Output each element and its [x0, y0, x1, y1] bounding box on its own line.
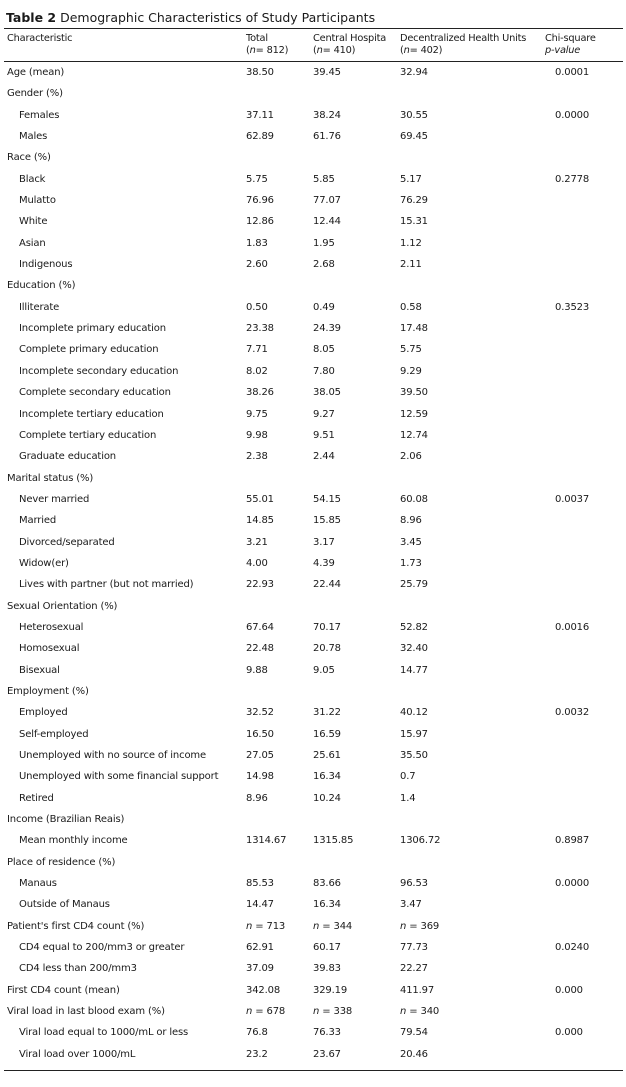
table-row: [0, 297, 626, 318]
cell-total: 1314.67: [246, 835, 287, 847]
table-title: Demographic Characteristics of Study Participants: [60, 10, 376, 25]
table-row: [0, 147, 626, 168]
cell-total: 23.2: [246, 1048, 268, 1060]
row-label: Viral load equal to 1000/mL or less: [19, 1027, 189, 1039]
cell-pvalue: 0.0037: [555, 493, 590, 505]
cell-decentralized: 20.46: [400, 1048, 428, 1060]
table-row: [0, 724, 626, 745]
cell-central: 329.19: [313, 984, 348, 996]
cell-total: 67.64: [246, 621, 274, 633]
cell-total: 76.96: [246, 195, 274, 207]
row-label: CD4 equal to 200/mm3 or greater: [19, 942, 185, 954]
header-central-n-label: n: [316, 45, 323, 56]
header-total-n: = 812: [255, 45, 285, 56]
row-label: Viral load over 1000/mL: [19, 1048, 136, 1060]
cell-central: 70.17: [313, 621, 341, 633]
cell-total: 38.50: [246, 67, 274, 78]
cell-central: 25.61: [313, 750, 341, 761]
cell-central: 3.17: [313, 536, 335, 548]
cell-pvalue: 0.2778: [555, 173, 590, 185]
row-label: CD4 less than 200/mm3: [19, 963, 137, 975]
cell-central: 60.17: [313, 942, 341, 954]
row-label: Heterosexual: [19, 621, 84, 633]
cell-central: 9.05: [313, 664, 335, 676]
cell-total: 55.01: [246, 493, 274, 505]
cell-central: 76.33: [313, 1027, 341, 1039]
cell-decentralized: 39.50: [400, 387, 428, 399]
table-row: [0, 83, 626, 104]
cell-decentralized: 2.06: [400, 451, 422, 463]
cell-total: 2.60: [246, 259, 268, 271]
table-row: [0, 1044, 626, 1065]
row-label: Employed: [19, 707, 68, 719]
cell-central: 77.07: [313, 195, 341, 207]
row-label: First CD4 count (mean): [7, 984, 120, 996]
row-label: Complete secondary education: [19, 387, 171, 399]
table-row: [0, 1022, 626, 1043]
table-caption: [6, 10, 375, 25]
table-row: [0, 275, 626, 296]
table-row: [0, 361, 626, 382]
table-row: [0, 638, 626, 659]
cell-central: 24.39: [313, 323, 341, 335]
header-pvalue: [545, 33, 596, 57]
cell-central: 16.59: [313, 728, 341, 740]
row-label: Age (mean): [7, 67, 65, 78]
header-decentralized-name: Decentralized Health Units: [400, 33, 527, 44]
row-label: Marital status (%): [7, 472, 94, 484]
cell-decentralized: 32.94: [400, 67, 428, 78]
row-label: Gender (%): [7, 88, 63, 100]
cell-total: 22.48: [246, 643, 274, 655]
cell-decentralized: 40.12: [400, 707, 428, 719]
cell-total: 3.21: [246, 536, 268, 548]
table-row: [0, 937, 626, 958]
table-row: [0, 617, 626, 638]
cell-total: 2.38: [246, 451, 268, 463]
row-label: Complete primary education: [19, 344, 159, 356]
row-label: Married: [19, 515, 57, 527]
bottom-rule: [4, 1070, 623, 1071]
cell-central: 1.95: [313, 237, 335, 249]
row-label: Incomplete secondary education: [19, 365, 179, 377]
cell-central: 54.15: [313, 493, 341, 505]
row-label: Black: [19, 173, 46, 185]
cell-central: 7.80: [313, 365, 335, 377]
table-row: [0, 1001, 626, 1022]
table-row: [0, 318, 626, 339]
cell-decentralized: 15.31: [400, 216, 428, 228]
cell-decentralized: 69.45: [400, 131, 428, 143]
cell-total: 7.71: [246, 344, 268, 356]
cell-central: 5.85: [313, 173, 335, 185]
cell-decentralized: 5.17: [400, 173, 422, 185]
table-row: [0, 916, 626, 937]
cell-total: 14.98: [246, 771, 274, 783]
row-label: Unemployed with no source of income: [19, 750, 207, 761]
table-row: [0, 446, 626, 467]
table-row: [0, 660, 626, 681]
row-label: Self-employed: [19, 728, 89, 740]
cell-decentralized: 5.75: [400, 344, 422, 356]
cell-decentralized: 3.45: [400, 536, 422, 548]
header-decentralized-n: = 402: [409, 45, 439, 56]
header-pvalue-name: Chi-square: [545, 33, 596, 44]
row-label: Viral load in last blood exam (%): [7, 1006, 165, 1018]
row-label: Asian: [19, 237, 46, 249]
cell-total: 4.00: [246, 557, 268, 569]
table-row: [0, 873, 626, 894]
row-label: White: [19, 216, 48, 228]
row-label: Bisexual: [19, 664, 60, 676]
cell-total: 85.53: [246, 878, 274, 890]
cell-total: 8.96: [246, 792, 268, 804]
cell-total: 16.50: [246, 728, 274, 740]
header-total: Total (n= 812): [246, 33, 289, 56]
cell-total: 9.88: [246, 664, 268, 676]
cell-central: 1315.85: [313, 835, 354, 847]
table-row: [0, 468, 626, 489]
cell-total: 38.26: [246, 387, 274, 399]
cell-decentralized: 77.73: [400, 942, 428, 954]
cell-decentralized: 0.7: [400, 771, 416, 783]
cell-pvalue: 0.0001: [555, 67, 590, 78]
row-label: Place of residence (%): [7, 856, 116, 868]
table-row: [0, 766, 626, 787]
header-central-n: = 410: [322, 45, 352, 56]
header-characteristic: Characteristic: [7, 33, 73, 44]
cell-pvalue: 0.0032: [555, 707, 590, 719]
table-row: [0, 788, 626, 809]
row-label: Females: [19, 109, 60, 121]
row-label: Income (Brazilian Reais): [7, 814, 125, 826]
cell-decentralized: 22.27: [400, 963, 428, 975]
cell-central: 23.67: [313, 1048, 341, 1060]
cell-total: 1.83: [246, 237, 268, 249]
cell-central: 38.24: [313, 109, 341, 121]
row-label: Incomplete primary education: [19, 323, 166, 335]
row-label: Sexual Orientation (%): [7, 600, 118, 612]
cell-central: 16.34: [313, 899, 341, 911]
cell-pvalue: 0.0016: [555, 621, 590, 633]
cell-pvalue: 0.0000: [555, 109, 590, 121]
cell-decentralized: 14.77: [400, 664, 428, 676]
cell-pvalue: 0.000: [555, 984, 583, 996]
header-central-name: Central Hospita: [313, 33, 387, 44]
cell-decentralized: 3.47: [400, 899, 422, 911]
cell-decentralized: 1.12: [400, 237, 422, 249]
row-label: Graduate education: [19, 451, 116, 463]
cell-central: 38.05: [313, 387, 341, 399]
table-row: [0, 574, 626, 595]
row-label: Mulatto: [19, 195, 56, 207]
row-label: Education (%): [7, 280, 76, 292]
table-row: [0, 681, 626, 702]
cell-total: 12.86: [246, 216, 274, 228]
table-row: [0, 254, 626, 275]
table-row: [0, 169, 626, 190]
cell-central: 4.39: [313, 557, 335, 569]
row-label: Homosexual: [19, 643, 80, 655]
row-label: Mean monthly income: [19, 835, 128, 847]
cell-total: 23.38: [246, 323, 274, 335]
table-row: [0, 404, 626, 425]
table-row: [0, 425, 626, 446]
header-central: Central Hospita (n= 410): [313, 33, 387, 56]
cell-decentralized: 2.11: [400, 259, 422, 271]
table-row: [0, 830, 626, 851]
row-label: Incomplete tertiary education: [19, 408, 164, 420]
cell-central: 31.22: [313, 707, 341, 719]
row-label: Males: [19, 131, 48, 143]
cell-total: 342.08: [246, 984, 281, 996]
row-label: Outside of Manaus: [19, 899, 110, 911]
cell-central: 12.44: [313, 216, 341, 228]
table-body: [0, 62, 626, 1065]
cell-pvalue: 0.3523: [555, 301, 590, 313]
cell-central: n = 344: [313, 920, 353, 932]
cell-central: 22.44: [313, 579, 341, 591]
header-pvalue-sub: p-value: [545, 45, 581, 56]
cell-decentralized: 1306.72: [400, 835, 441, 847]
cell-total: 62.89: [246, 131, 274, 143]
cell-total: 76.8: [246, 1027, 268, 1039]
cell-total: 62.91: [246, 942, 274, 954]
cell-pvalue: 0.000: [555, 1027, 583, 1039]
cell-decentralized: 8.96: [400, 515, 422, 527]
cell-pvalue: 0.8987: [555, 835, 590, 847]
cell-central: 9.51: [313, 429, 335, 441]
cell-total: 14.47: [246, 899, 274, 911]
cell-central: 9.27: [313, 408, 335, 420]
cell-central: 16.34: [313, 771, 341, 783]
table-row: [0, 852, 626, 873]
header-total-n-label: n: [249, 45, 256, 56]
table-row: [0, 894, 626, 915]
cell-total: n = 678: [246, 1006, 286, 1018]
cell-total: 5.75: [246, 173, 268, 185]
row-label: Unemployed with some financial support: [19, 771, 219, 783]
row-label: Widow(er): [19, 557, 69, 569]
cell-central: 20.78: [313, 643, 341, 655]
cell-decentralized: 411.97: [400, 984, 435, 996]
cell-decentralized: 52.82: [400, 621, 428, 633]
cell-central: 8.05: [313, 344, 335, 356]
table-row: [0, 553, 626, 574]
cell-total: 9.98: [246, 429, 268, 441]
table-row: [0, 190, 626, 211]
cell-total: 0.50: [246, 301, 268, 313]
table-row: [0, 339, 626, 360]
cell-central: 39.83: [313, 963, 341, 975]
cell-decentralized: 79.54: [400, 1027, 428, 1039]
cell-decentralized: 96.53: [400, 878, 428, 890]
table-row: [0, 233, 626, 254]
cell-decentralized: 76.29: [400, 195, 428, 207]
cell-decentralized: 9.29: [400, 365, 422, 377]
table-row: [0, 532, 626, 553]
table-row: [0, 809, 626, 830]
table-row: [0, 702, 626, 723]
cell-central: n = 338: [313, 1006, 353, 1018]
cell-total: 37.11: [246, 109, 274, 121]
row-label: Patient's first CD4 count (%): [7, 920, 145, 932]
table-number: Table 2: [6, 10, 57, 25]
cell-pvalue: 0.0000: [555, 878, 590, 890]
header-total-name: Total: [246, 33, 268, 44]
cell-decentralized: 0.58: [400, 301, 422, 313]
cell-decentralized: 30.55: [400, 109, 428, 121]
cell-central: 83.66: [313, 878, 341, 890]
row-label: Illiterate: [19, 301, 60, 313]
table-row: [0, 211, 626, 232]
cell-total: 37.09: [246, 963, 274, 975]
row-label: Complete tertiary education: [19, 429, 157, 441]
row-label: Manaus: [19, 878, 57, 890]
table-row: [0, 745, 626, 766]
row-label: Divorced/separated: [19, 536, 115, 548]
cell-total: 27.05: [246, 750, 274, 761]
table-row: [0, 980, 626, 1001]
table-row: [0, 105, 626, 126]
cell-total: 22.93: [246, 579, 274, 591]
cell-pvalue: 0.0240: [555, 942, 590, 954]
table-row: [0, 958, 626, 979]
cell-decentralized: 25.79: [400, 579, 428, 591]
row-label: Indigenous: [19, 259, 73, 271]
cell-central: 0.49: [313, 301, 335, 313]
cell-central: 39.45: [313, 67, 341, 78]
cell-central: 2.68: [313, 259, 335, 271]
cell-total: 9.75: [246, 408, 268, 420]
table-row: [0, 62, 626, 83]
header-decentralized: Decentralized Health Units (n= 402): [400, 33, 527, 56]
cell-decentralized: 15.97: [400, 728, 428, 740]
row-label: Never married: [19, 493, 90, 505]
cell-central: 15.85: [313, 515, 341, 527]
cell-decentralized: 1.73: [400, 557, 422, 569]
cell-decentralized: 60.08: [400, 493, 428, 505]
table-row: [0, 126, 626, 147]
cell-decentralized: n = 369: [400, 920, 440, 932]
cell-total: 8.02: [246, 365, 268, 377]
row-label: Retired: [19, 792, 54, 804]
row-label: Race (%): [7, 152, 51, 164]
cell-total: 14.85: [246, 515, 274, 527]
cell-total: 32.52: [246, 707, 274, 719]
cell-decentralized: 17.48: [400, 323, 428, 335]
table-row: [0, 510, 626, 531]
header-decentralized-n-label: n: [403, 45, 410, 56]
top-rule: [4, 28, 623, 29]
cell-decentralized: 35.50: [400, 750, 428, 761]
row-label: Employment (%): [7, 685, 89, 697]
cell-decentralized: 12.74: [400, 429, 428, 441]
cell-central: 2.44: [313, 451, 335, 463]
table-row: [0, 382, 626, 403]
cell-decentralized: 1.4: [400, 792, 416, 804]
cell-decentralized: n = 340: [400, 1006, 440, 1018]
cell-decentralized: 32.40: [400, 643, 428, 655]
table-row: [0, 596, 626, 617]
cell-central: 61.76: [313, 131, 341, 143]
cell-total: n = 713: [246, 920, 286, 932]
table-row: [0, 489, 626, 510]
row-label: Lives with partner (but not married): [19, 579, 194, 591]
cell-central: 10.24: [313, 792, 341, 804]
cell-decentralized: 12.59: [400, 408, 428, 420]
